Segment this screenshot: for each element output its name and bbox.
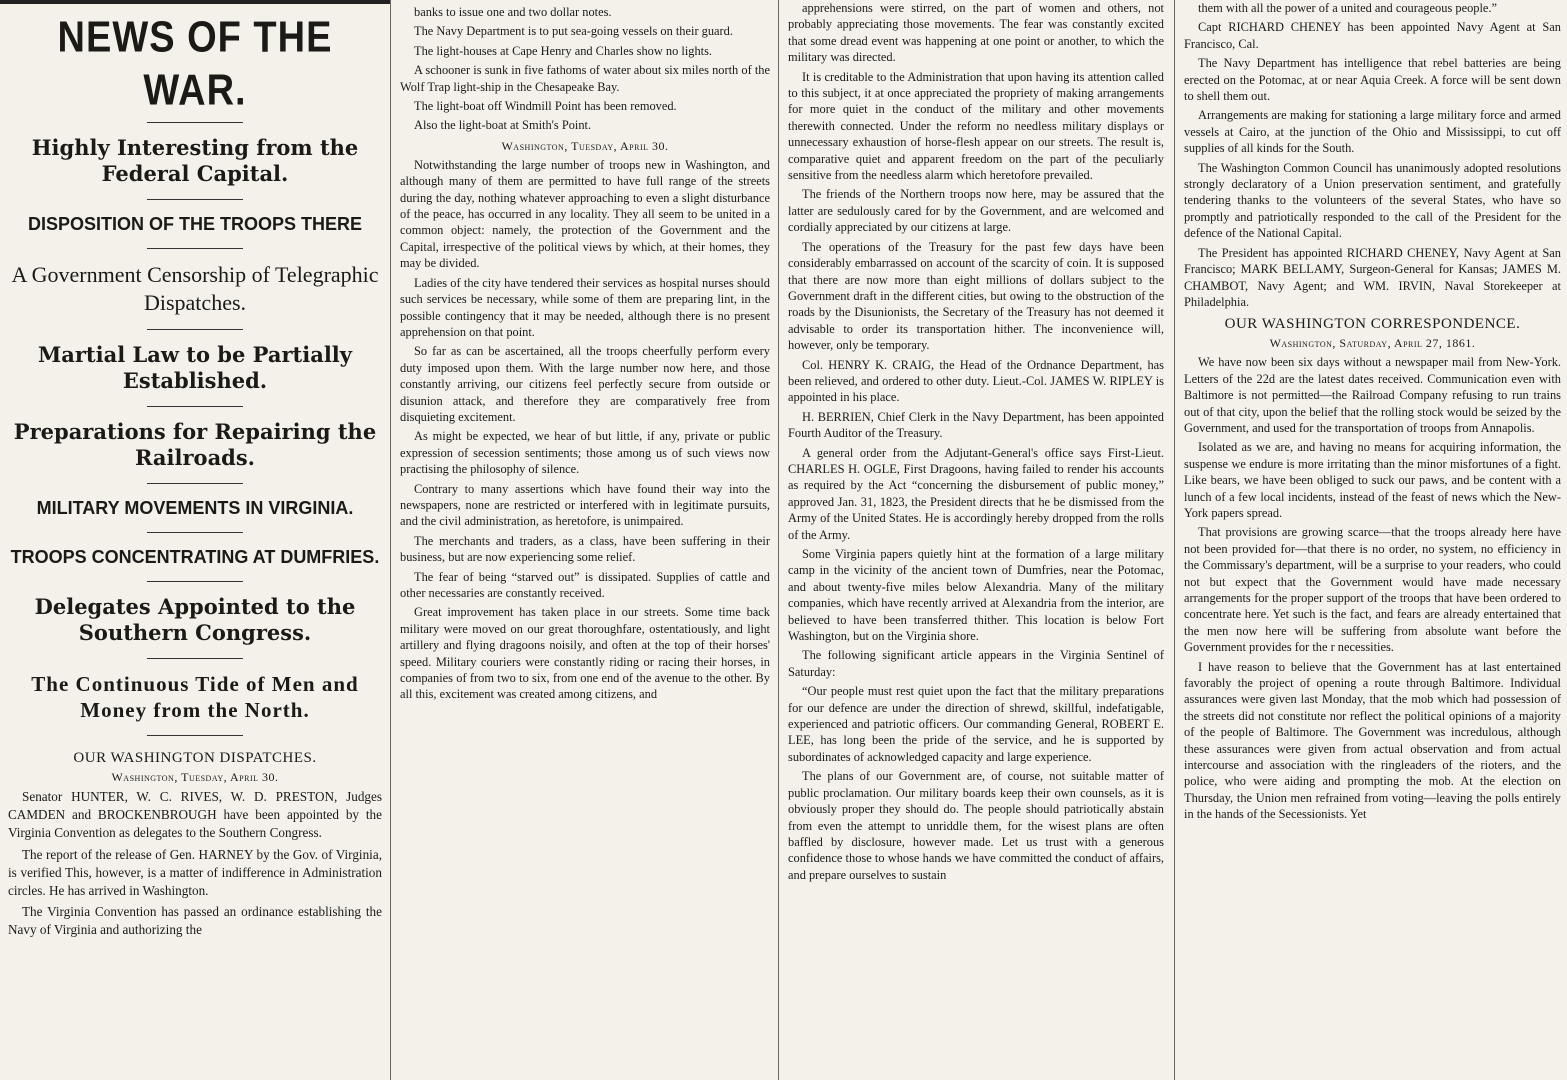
headline: MILITARY MOVEMENTS IN VIRGINIA. xyxy=(36,498,354,518)
paragraph: banks to issue one and two dollar notes. xyxy=(414,5,612,19)
paragraph: H. BERRIEN, Chief Clerk in the Navy Department, has been appointed Fourth Auditor of the Treasury. xyxy=(788,409,1164,441)
headline: Highly Interesting from the Federal Capital. xyxy=(31,135,359,186)
headline: Martial Law to be Partially Established. xyxy=(38,342,352,393)
paragraph: Senator HUNTER, W. C. RIVES, W. D. PRESTON, Judges CAMDEN and BROCKENBROUGH have been appointed by the Virginia Convention as delegates to the Southern Congress. xyxy=(8,789,382,841)
column-rule xyxy=(1174,0,1175,1080)
paragraph: Isolated as we are, and having no means for acquiring information, the suspense we endure is more irritating than the minor misfortunes of a fight. Like bears, we have been obliged to suck our paws, and be content with a lunch of a few local incidents, instead of the feast of news which the New-York papers spread. xyxy=(1184,440,1561,520)
paragraph: We have now been six days without a newspaper mail from New-York. Letters of the 22d are the latest dates received. Communication even with Baltimore is not permitted—the Railroad Company refusing to run trains out of that city, upon the belief that the rolling stock would be seized by the Government, and used for the transportation of troops from Annapolis. xyxy=(1184,355,1561,435)
column-3 xyxy=(780,0,1172,1080)
paragraph: Some Virginia papers quietly hint at the formation of a large military camp in the vicinity of the ancient town of Dumfries, near the Potomac, and about twenty-five miles below Alexandria. Many of the military companies, which have recently arrived at Alexandria from the interior, are believed to have been transferred thither. This location is below Fort Washington, but on the Virginia shore. xyxy=(788,547,1164,644)
divider xyxy=(147,248,243,249)
paragraph: I have reason to believe that the Government has at last entertained favorably the project of opening a route through Baltimore. Individual assurances were given last Monday, that the mob which had possession of the streets did not constitute nor reflect the political opinions of a majority of the people of Baltimore. The Government was incredulous, although these assurances were given from actual observation and from actual intercourse and association with the ringleaders of the rioters, and the police, who were aiding and prompting the mob. At the election on Thursday, the Union men refrained from voting—leaving the polls entirely in the hands of the Secessionists. Yet xyxy=(1184,659,1561,822)
headline: A Government Censorship of Telegraphic Dispatches. xyxy=(11,262,379,315)
paragraph: The Virginia Convention has passed an ordinance establishing the Navy of Virginia and authorizing the xyxy=(8,904,382,938)
column-rule xyxy=(778,0,779,1080)
paragraph: The report of the release of Gen. HARNEY by the Gov. of Virginia, is verified This, however, is a matter of indifference in Administration circles. He has arrived in Washington. xyxy=(8,846,382,899)
divider xyxy=(147,581,243,582)
column-headlines xyxy=(0,0,390,1080)
paragraph: Notwithstanding the large number of troops new in Washington, and although many of them are permitted to have full range of the streets during the day, nothing whatever approaching to even a slight disturbance of the peace, has occurred in any locality. They all seem to be united in a common object: namely, the protection of the Government and the Capital, irrespective of the political views by which, at their homes, they may be divided. xyxy=(400,157,770,271)
column-rule xyxy=(390,0,391,1080)
dateline: Washington, Saturday, April 27, 1861. xyxy=(1269,336,1476,351)
divider xyxy=(147,483,243,484)
headline: TROOPS CONCENTRATING AT DUMFRIES. xyxy=(10,547,380,567)
paragraph: The merchants and traders, as a class, have been suffering in their business, but are now experiencing some relief. xyxy=(400,533,770,565)
paragraph: Capt RICHARD CHENEY has been appointed Navy Agent at San Francisco, Cal. xyxy=(1184,20,1561,51)
column-2 xyxy=(392,0,776,1080)
divider xyxy=(147,122,243,123)
divider xyxy=(147,532,243,533)
paragraph: The plans of our Government are, of course, not suitable matter of public proclamation. Our military boards keep their own counsels, as it is obviously proper they should do. The people should patriotically abstain from even the attempt to unriddle them, for the wisest plans are often baffled by disclosure, however made. Let us trust with a generous confidence those to whose hands we have committed the conduct of affairs, and prepare ourselves to sustain xyxy=(788,769,1164,882)
dateline: Washington, Tuesday, April 30. xyxy=(111,770,279,784)
section-heading: OUR WASHINGTON DISPATCHES. xyxy=(73,750,317,766)
divider xyxy=(147,735,243,736)
paragraph: The light-boat off Windmill Point has been removed. xyxy=(414,99,677,114)
divider xyxy=(147,406,243,407)
paragraph: “Our people must rest quiet upon the fact that the military preparations for our defence are under the direction of shrewd, skillful, indefatigable, experienced and patriotic officers. Our commanding General, ROBERT E. LEE, has long been the pride of the service, and he is supported by subordinates of acknowledged capacity and large experience. xyxy=(788,684,1164,764)
paragraph: Ladies of the city have tendered their services as hospital nurses should such services be necessary, while some of them are preparing lint, in the possible contingency that it may be needed, although there is no present apprehension on that point. xyxy=(400,275,770,339)
paragraph: That provisions are growing scarce—that the troops already here have not been provided for—that there is no order, no system, no efficiency in the Commissary's department, will be a surprise to your readers, who could not but expect that the Government would have made necessary arrangements for the proper support of the troops that have been ordered to concentrate here. Yet such is the fact, and fears are already entertained that the men now here will be suffering from absolute want before the Government provides for the r necessities. xyxy=(1184,525,1561,655)
paragraph: A schooner is sunk in five fathoms of water about six miles north of the Wolf Trap light-ship in the Chesapeake Bay. xyxy=(400,63,770,94)
paragraph: The light-houses at Cape Henry and Charles show no lights. xyxy=(414,43,713,58)
paragraph: Contrary to many assertions which have found their way into the newspapers, none are restricted or interfered with in legitimate pursuits, and the civil administration, as heretofore, is unimpaired. xyxy=(400,481,770,529)
section-heading: OUR WASHINGTON CORRESPONDENCE. xyxy=(1224,316,1521,333)
paragraph: The following significant article appears in the Virginia Sentinel of Saturday: xyxy=(788,648,1164,679)
paragraph: The operations of the Treasury for the past few days have been considerably embarrassed on account of the scarcity of coin. It is supposed that there are now more than eight millions of dollars subject to the Government draft in the different cities, but owing to the obstruction of the roads by the Disunionists, the Secretary of the Treasury has not deemed it advisable to order its transportation hither. The inconvenience will, however, only be temporary. xyxy=(788,239,1164,353)
divider xyxy=(147,199,243,200)
dateline: Washington, Tuesday, April 30. xyxy=(501,138,669,153)
paragraph: The fear of being “starved out” is dissipated. Supplies of cattle and other necessaries are constantly received. xyxy=(400,569,770,600)
paragraph: So far as can be ascertained, all the troops cheerfully perform every duty imposed upon them. With the large number now here, and those constantly arriving, our citizens feel perfectly secure from outside or disunion attack, and therefore they are comparatively free from disquieting excitement. xyxy=(400,344,770,424)
paragraph: A general order from the Adjutant-General's office says First-Lieut. CHARLES H. OGLE, First Dragoons, having failed to render his accounts as required by the Act “concerning the disbursement of public money,” approved Jan. 31, 1823, the President directs that he be dismissed from the Army of the United States. He is accordingly hereby dropped from the rolls of the Army. xyxy=(788,445,1164,542)
headline: Delegates Appointed to the Southern Congress. xyxy=(34,594,356,645)
paragraph: The Navy Department has intelligence that rebel batteries are being erected on the Potomac, at or near Aquia Creek. A force will be sent down to shell them out. xyxy=(1184,56,1561,104)
paragraph: Great improvement has taken place in our streets. Some time back military were moved on our great thoroughfare, ostentatiously, and light artillery and flying dragoons noisily, and often at the top of their horses' speed. Military couriers were constantly riding or racing their horses, in companies of from two to six, from one end of the avenue to the other. By all this, excitement was created among citizens, and xyxy=(400,605,770,702)
paragraph: them with all the power of a united and courageous people.” xyxy=(1198,1,1497,15)
paragraph: The President has appointed RICHARD CHENEY, Navy Agent at San Francisco; MARK BELLAMY, Surgeon-General for Kansas; JAMES M. CHAMBOT, Navy Agent; and WM. IRVIN, Naval Storekeeper at Philadelphia. xyxy=(1184,245,1561,309)
paragraph: The Navy Department is to put sea-going vessels on their guard. xyxy=(414,24,733,39)
paragraph: The friends of the Northern troops now here, may be assured that the latter are sedulously cared for by the Government, and are welcomed and cordially appreciated by our citizens at large. xyxy=(788,187,1164,235)
headline: Preparations for Repairing the Railroads. xyxy=(13,419,377,470)
paragraph: Also the light-boat at Smith's Point. xyxy=(414,118,592,133)
paragraph: Col. HENRY K. CRAIG, the Head of the Ordnance Department, has been relieved, and ordered to other duty. Lieut.-Col. JAMES W. RIPLEY is appointed in his place. xyxy=(788,357,1164,405)
paragraph: As might be expected, we hear of but little, if any, private or public expression of secession sentiments; those among us of such views now practising the philosophy of silence. xyxy=(400,429,770,477)
headline: DISPOSITION OF THE TROOPS THERE xyxy=(27,214,363,234)
paragraph: apprehensions were stirred, on the part of women and others, not probably appreciating those movements. The fear was constantly excited that some dread event was happening at one point or another, to which the military was directed. xyxy=(788,1,1164,65)
divider xyxy=(147,329,243,330)
paragraph: Arrangements are making for stationing a large military force and armed vessels at Cairo, at the junction of the Ohio and Mississippi, to cut off supplies of all kinds for the South. xyxy=(1184,108,1561,156)
masthead: NEWS OF THE WAR. xyxy=(57,13,333,115)
paragraph: It is creditable to the Administration that upon having its attention called to this subject, it at once appreciated the propriety of making arrangements for more quiet in the conduct of the military and other movements therewith connected. Under the reform no needless military displays or unnecessary exhaustion of horse-flesh appear on our streets. The result is, comparative quiet and apparent freedom on the part of the peculiarly sensitive from the needless alarm which heretofore prevailed. xyxy=(788,69,1164,183)
paragraph: The Washington Common Council has unanimously adopted resolutions strongly declaratory of a Union preservation sentiment, and gratefully tendering thanks to the volunteers of the several States, who have so promptly and patriotically responded to the call of the President for the defence of the National Capital. xyxy=(1184,160,1561,241)
column-4 xyxy=(1176,0,1567,1080)
divider xyxy=(147,658,243,659)
headline: The Continuous Tide of Men and Money from the North. xyxy=(31,672,359,722)
